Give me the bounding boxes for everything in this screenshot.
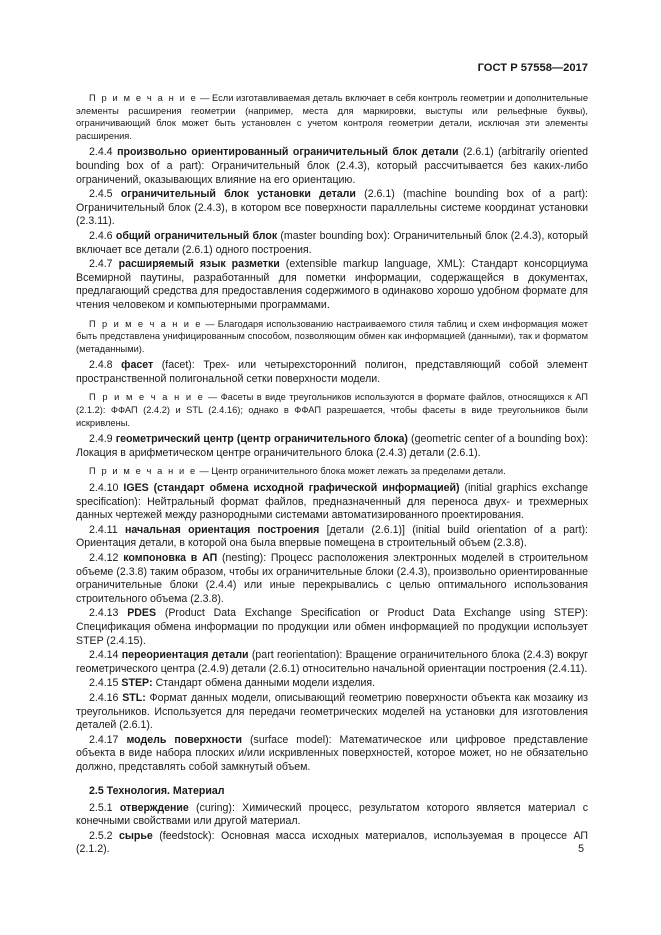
note-text: — Фасеты в виде треугольников используются в формате файлов, относящихся к АП (2.1.2): ФФАП (2.4.2) и STL (2.4.16); однако в ФФАП разрешается, чтобы фасеты в виде треугольников были искривлены.: [76, 392, 588, 428]
note-text: — Если изготавливаемая деталь включает в себя контроль геометрии и дополнительные элементы расширения геометрии (например, места для маркировки, выступы или рельефные буквы), ограничивающий блок может быть установлен с учетом контроля геометрии детали, исключая эти элементы расширения.: [76, 93, 588, 141]
definition-text: (surface model): Математическое или цифровое представление объекта в виде набора плоских и/или искривленных поверхностей, которое может, но не обязательно должно, представлять собой замкнутый объем.: [76, 733, 588, 773]
standard-number: ГОСТ Р 57558—2017: [477, 62, 588, 74]
definition-text: Стандарт обмена данными модели изделия.: [152, 677, 376, 690]
definition-paragraph: [76, 359, 588, 386]
note-label: П р и м е ч а н и е: [89, 466, 197, 477]
definition-text: (Product Data Exchange Specification or Product Data Exchange using STEP): Спецификация обмена информации по продукции или обмен информацией по продукции использует STEP (2.4.15).: [76, 607, 588, 647]
definition-paragraph: [76, 433, 588, 460]
clause-number: 2.4.5: [89, 188, 113, 201]
term: переориентация детали: [121, 649, 249, 662]
term: ограничительный блок установки детали: [120, 188, 356, 201]
term: общий ограничительный блок: [115, 229, 278, 242]
term: сырье: [118, 829, 153, 842]
term: STEP:: [121, 677, 153, 690]
note-text: — Благодаря использованию настраиваемого стиля таблиц и схем информация может быть представлена унифицированным способом, позволяющим обмен как информацией (данными), так и форматом (метаданными).: [76, 318, 588, 354]
clause-number: 2.4.13: [89, 607, 119, 620]
clause-number: 2.4.16: [89, 691, 119, 704]
definition-text: (geometric center of a bounding box): Локация в арифметическом центре ограничительного блока (2.4.3) детали (2.6.1).: [76, 433, 588, 459]
clause-number: 2.4.11: [89, 523, 118, 536]
definition-text: (feedstock): Основная масса исходных материалов, используемая в процессе АП (2.1.2).: [76, 829, 588, 856]
section-heading: 2.5 Технология. Материал: [89, 784, 225, 797]
clause-number: 2.4.14: [89, 649, 119, 662]
definition-text: (master bounding box): Ограничительный блок (2.4.3), который включает все детали (2.6.1) одного построения.: [76, 229, 588, 256]
term: компоновка в АП: [123, 552, 218, 564]
term: геометрический центр (центр ограничительного блока): [115, 433, 408, 446]
clause-number: 2.4.10: [89, 482, 119, 495]
clause-number: 2.5.2: [89, 829, 113, 842]
term: произвольно ориентированный ограничительный блок детали: [117, 146, 459, 159]
definition-text: (curing): Химический процесс, результатом которого является материал с конечными свойствами или другой материал.: [76, 801, 588, 828]
definition-text: (part reorientation): Вращение ограничительного блока (2.4.3) вокруг геометрического центра (2.4.9) детали (2.6.1) относительно начальной ориентации построения (2.4.11).: [76, 649, 588, 675]
clause-number: 2.4.7: [89, 258, 113, 271]
clause-number: 2.4.4: [89, 146, 113, 159]
definition-paragraph: [76, 830, 588, 857]
note-paragraph: [76, 465, 588, 478]
clause-number: 2.4.9: [89, 433, 113, 446]
note-label: П р и м е ч а н и е: [89, 392, 205, 403]
term: отверждение: [119, 801, 189, 814]
note-text: — Центр ограничительного блока может лежать за пределами детали.: [196, 466, 506, 477]
term: фасет: [121, 359, 154, 372]
definition-paragraph: [76, 607, 588, 648]
definition-paragraph: [76, 734, 588, 775]
term: PDES: [127, 607, 157, 620]
note-label: П р и м е ч а н и е: [89, 93, 198, 103]
definition-paragraph: [76, 482, 588, 523]
definition-text: (nesting): Процесс расположения электронных моделей в строительном объеме (2.3.8) таким образом, чтобы их ограничительные блоки (2.4.3), произвольно ориентированные ограничительные блоки (2.4.4) или иные перекрывались с целью оптимального использования строительного объема (2.3.8).: [76, 552, 588, 605]
page-number: 5: [578, 843, 584, 855]
definition-text: (2.6.1) (arbitrarily oriented bounding box of a part): Ограничительный блок (2.4.3), который рассчитывается без каких-либо ограничений, оказывающих влияние на его ориентацию.: [76, 146, 588, 186]
definition-text: Формат данных модели, описывающий геометрию поверхности объекта как мозаику из треугольников. Используется для передачи геометрических моделей на установки для изготовления деталей (2.6.1).: [76, 691, 588, 732]
clause-number: 2.4.12: [89, 552, 119, 564]
note-paragraph: [76, 391, 588, 429]
definition-paragraph: [76, 802, 588, 829]
definition-paragraph: [76, 258, 588, 312]
definition-paragraph: [76, 146, 588, 187]
term: STL:: [122, 691, 146, 704]
definition-text: (extensible markup language, XML): Стандарт консорциума Всемирной паутины, разработанный для пометки информации, содержащейся в документах, предлагающий средства для предоставления содержимого в одинаково хорошо удобном формате для чтения человеком и компьютерными программами.: [76, 258, 588, 311]
definition-text: [детали (2.6.1)] (initial build orientation of a part): Ориентация детали, в которой она была впервые помещена в строительный объем (2.3.8).: [76, 523, 588, 550]
definition-paragraph: [76, 524, 588, 551]
clause-number: 2.4.6: [89, 229, 113, 242]
definition-paragraph: [76, 649, 588, 676]
term: IGES (стандарт обмена исходной графической информацией): [123, 482, 460, 495]
definition-text: (2.6.1) (machine bounding box of a part): Ограничительный блок (2.4.3), в котором все поверхности параллельны системе координат установки (2.3.11).: [76, 188, 588, 228]
definition-paragraph: [76, 230, 588, 257]
definition-text: (facet): Трех- или четырехсторонний полигон, представляющий собой элемент пространственной полигональной сетки поверхности модели.: [76, 359, 588, 385]
definition-paragraph: [76, 552, 588, 606]
page-body: [76, 92, 588, 858]
definition-paragraph: [76, 677, 588, 691]
note-label: П р и м е ч а н и е: [89, 318, 203, 329]
term: расширяемый язык разметки: [118, 258, 280, 271]
clause-number: 2.5.1: [89, 801, 113, 814]
term: начальная ориентация построения: [125, 523, 320, 536]
definition-paragraph: [76, 188, 588, 229]
term: модель поверхности: [126, 733, 243, 746]
definition-paragraph: [76, 692, 588, 733]
clause-number: 2.4.15: [89, 677, 119, 690]
note-paragraph: [76, 318, 588, 356]
note-paragraph: [76, 92, 588, 142]
clause-number: 2.4.8: [89, 359, 113, 372]
clause-number: 2.4.17: [89, 733, 119, 746]
definition-text: (initial graphics exchange specification): Нейтральный формат файлов, предназначенный для переноса двух- и трехмерных данных чертежей между разнородными системами автоматизированного проектирования.: [76, 482, 588, 522]
